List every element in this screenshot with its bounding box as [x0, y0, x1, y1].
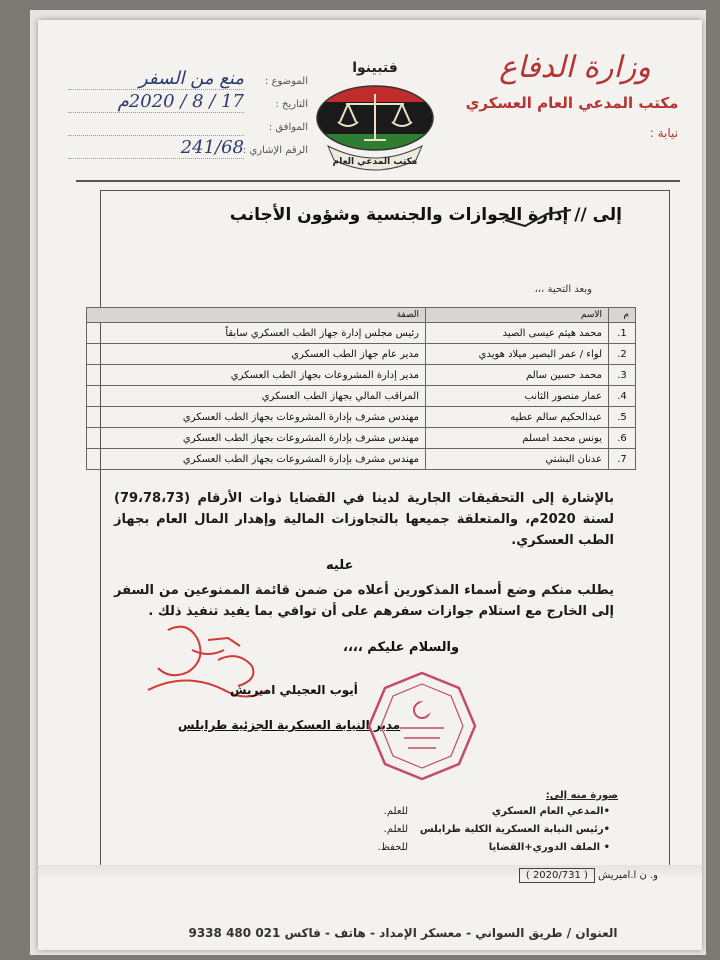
meta-date: التاريخ : 17 / 8 / 2020م	[68, 93, 308, 116]
header-title: الصفة	[87, 308, 426, 323]
table-row: 5. عبدالحكيم سالم عطيه مهندس مشرف بإدارة المشروعات بجهاز الطب العسكري	[87, 407, 636, 428]
header-num: م	[609, 308, 636, 323]
niyaba-label: نيابة :	[649, 126, 678, 140]
copy-item: •رئيس النيابة العسكرية الكلية طرابلس للعلم.	[383, 824, 610, 835]
table-row: 2. لواء / عمر البصير ميلاد هويدي مدير عام جهاز الطب العسكري	[87, 344, 636, 365]
reference-code: ( 2020/731 )	[519, 868, 595, 883]
office-title: مكتب المدعي العام العسكري	[465, 94, 679, 112]
signer-name: أيوب العجيلي اميريش	[230, 683, 358, 697]
therefore-word: عليه	[326, 558, 354, 573]
request-word: يطلب	[577, 583, 615, 598]
handwritten-signature-icon	[128, 610, 278, 720]
greeting: وبعد التحية ،،،	[534, 284, 592, 295]
copies-heading: صورة منه إلى:	[545, 790, 618, 801]
table-row: 4. عمار منصور الثانب المراقب المالي بجهاز الطب العسكري	[87, 386, 636, 407]
footer-address: العنوان / طريق السواني - معسكر الإمداد - هاتف - فاكس 021 480 9338	[188, 926, 618, 940]
ministry-title: وزارة الدفاع	[499, 50, 651, 85]
table-row: 7. عدنان البشتي مهندس مشرف بإدارة المشروعات بجهاز الطب العسكري	[87, 449, 636, 470]
scales-emblem-icon	[308, 78, 442, 174]
meta-corresponding: الموافق :	[68, 116, 308, 139]
request-text: منكم وضع أسماء المذكورين أعلاه من ضمن قائمة الممنوعين من السفر إلى الخارج مع استلام جوازات سفرهم على أن توافي بما يفيد تنفيذ ذلك .	[114, 583, 614, 619]
names-table	[86, 307, 636, 470]
header-rule	[76, 180, 680, 182]
table-row: 6. يونس محمد امسلم مهندس مشرف بإدارة المشروعات بجهاز الطب العسكري	[87, 428, 636, 449]
signer-title: مدير النيابة العسكرية الجزئية طرابلس	[178, 718, 401, 732]
meta-subject: الموضوع : منع من السفر	[68, 70, 308, 93]
copy-item: • الملف الدوري+القضايا للحفظ.	[377, 842, 610, 853]
closing: والسلام عليكم ،،،،	[343, 640, 460, 655]
paragraph-reference: بالإشارة إلى التحقيقات الجارية لدينا في القضايا ذوات الأرقام (79،78،73) لسنة 2020م، والمتعلقة جميعها بالتجاوزات المالية وإهدار المال العام بجهاز الطب العسكري.	[114, 491, 615, 548]
table-row: 1. محمد هيثم عيسى الصيد رئيس مجلس إدارة جهاز الطب العسكري سابقاً	[87, 323, 636, 344]
reference-initials: و. ن ا.اميريش	[598, 870, 658, 881]
emblem-text: مكتب المدعي العام	[332, 157, 418, 167]
recipient-line: إلى // إدارة الجوازات والجنسية وشؤون الأجانب	[229, 205, 622, 225]
document-page	[38, 20, 702, 950]
pen-stroke-icon	[503, 208, 573, 230]
table-header-row	[87, 308, 636, 323]
reference-line	[338, 868, 658, 883]
copy-item: •المدعي العام العسكري للعلم.	[383, 806, 610, 817]
motto: فتبينوا	[352, 60, 398, 76]
meta-fields	[68, 70, 308, 162]
table-row: 3. محمد حسين سالم مدير إدارة المشروعات بجهاز الطب العسكري	[87, 365, 636, 386]
header-name: الاسم	[426, 308, 609, 323]
meta-reference: الرقم الإشاري : 241/68	[68, 139, 308, 162]
official-stamp-icon	[366, 670, 478, 782]
